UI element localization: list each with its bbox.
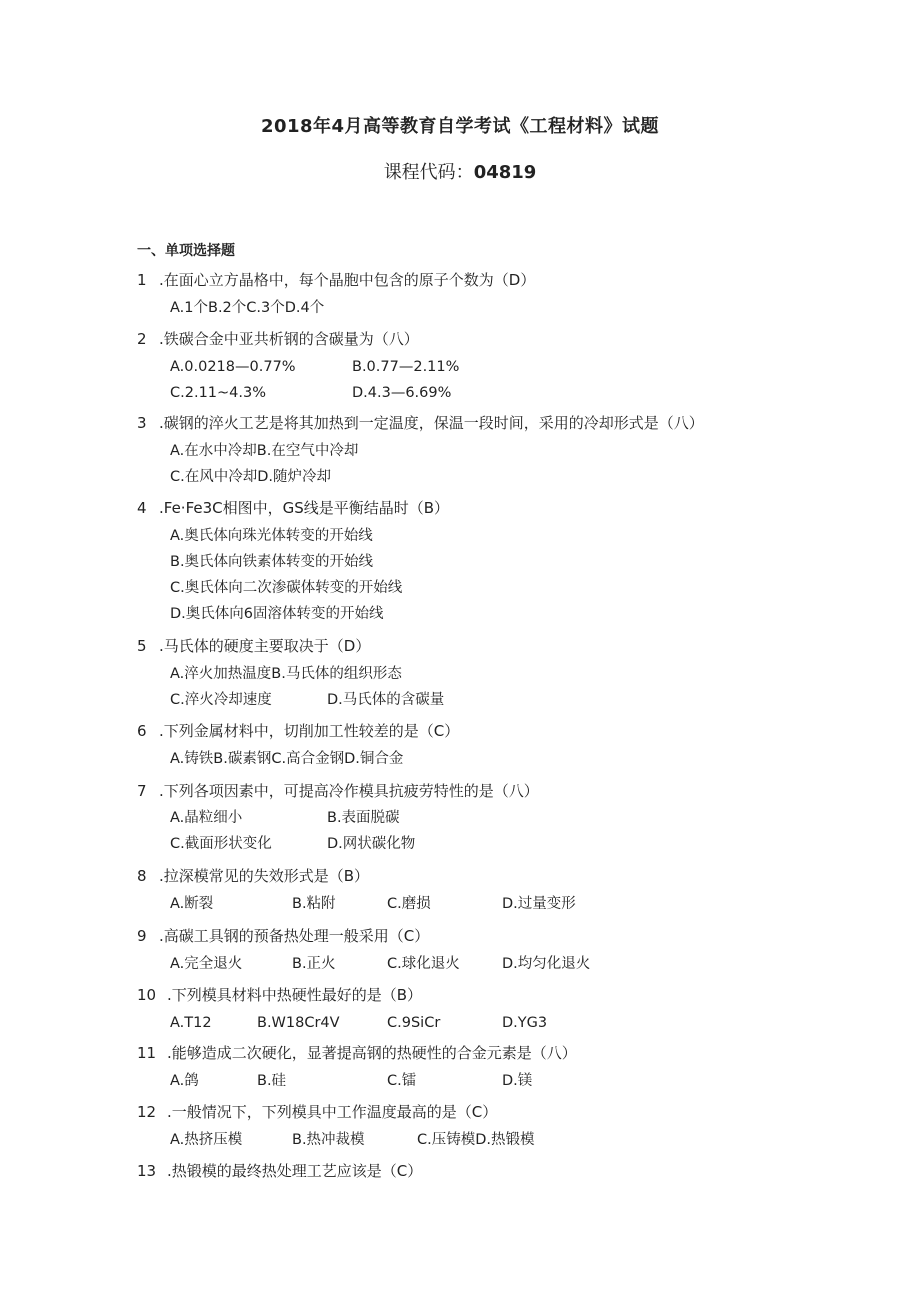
question-text: .碳钢的淬火工艺是将其加热到一定温度，保温一段时间，采用的冷却形式是（八） [159, 414, 704, 432]
question-number: 12 [137, 1103, 157, 1121]
question-number: 6 [137, 722, 147, 740]
option-c: C.球化退火 [387, 956, 460, 972]
option-b: B.热冲裁模 [292, 1132, 365, 1148]
question-12 [137, 1102, 497, 1122]
option-a: A.断裂 [170, 896, 214, 912]
option-d: D.马氏体的含碳量 [327, 692, 445, 708]
option-c: C.淬火冷却速度 [170, 692, 272, 708]
question-number: 7 [137, 782, 147, 800]
option-c: C.奥氏体向二次渗碳体转变的开始线 [170, 580, 403, 596]
option-d: D.均匀化退火 [502, 956, 591, 972]
question-text: .下列各项因素中，可提高冷作模具抗疲劳特性的是（八） [159, 782, 539, 800]
option-a: A.奥氏体向珠光体转变的开始线 [170, 528, 373, 544]
question-number: 2 [137, 330, 147, 348]
question-text: .一般情况下，下列模具中工作温度最高的是（C） [167, 1103, 498, 1121]
option-line: A.1个B.2个C.3个D.4个 [170, 300, 325, 316]
option-d: D.过量变形 [502, 896, 576, 912]
option-d: D.4.3—6.69% [352, 385, 452, 401]
question-text: .热锻模的最终热处理工艺应该是（C） [167, 1162, 423, 1180]
option-b: B.W18Cr4V [257, 1015, 340, 1031]
question-13 [137, 1161, 422, 1181]
option-c: C.镭 [387, 1073, 417, 1089]
question-text: .下列金属材料中，切削加工性较差的是（C） [159, 722, 460, 740]
option-c: C.9SiCr [387, 1015, 441, 1031]
question-text: .在面心立方晶格中，每个晶胞中包含的原子个数为（D） [159, 271, 536, 289]
question-5 [137, 636, 370, 656]
option-b: B.奥氏体向铁素体转变的开始线 [170, 554, 374, 570]
question-10 [137, 985, 422, 1005]
question-number: 4 [137, 499, 147, 517]
question-text: .下列模具材料中热硬性最好的是（B） [167, 986, 423, 1004]
question-number: 11 [137, 1044, 157, 1062]
option-d: D.镁 [502, 1073, 533, 1089]
question-text: .拉深模常见的失效形式是（B） [159, 867, 370, 885]
question-8 [137, 866, 369, 886]
question-text: .铁碳合金中亚共析钢的含碳量为（八） [159, 330, 419, 348]
course-code-value: 04819 [473, 162, 537, 183]
question-3 [137, 413, 704, 433]
question-1 [137, 270, 535, 290]
option-line: A.铸铁B.碳素钢C.高合金钢D.铜合金 [170, 751, 404, 767]
question-number: 13 [137, 1162, 157, 1180]
option-a: A.T12 [170, 1015, 212, 1031]
question-text: .能够造成二次硬化，显著提高钢的热硬性的合金元素是（八） [167, 1044, 577, 1062]
option-c: C.2.11~4.3% [170, 385, 267, 401]
option-d: D.奥氏体向6固溶体转变的开始线 [170, 606, 384, 622]
option-a: A.热挤压模 [170, 1132, 243, 1148]
option-a: A.0.0218—0.77% [170, 359, 296, 375]
exam-title: 2018年4月高等教育自学考试《工程材料》试题 [260, 116, 660, 137]
option-b: B.粘附 [292, 896, 336, 912]
option-b: B.0.77—2.11% [352, 359, 460, 375]
question-7 [137, 781, 539, 801]
option-c: C.磨损 [387, 896, 431, 912]
section-title: 一、单项选择题 [137, 243, 235, 259]
question-number: 8 [137, 867, 147, 885]
option-d: D.网状碳化物 [327, 836, 416, 852]
option-a: A.晶粒细小 [170, 810, 243, 826]
question-number: 10 [137, 986, 157, 1004]
question-number: 9 [137, 927, 147, 945]
option-c: C.压铸模D.热锻模 [417, 1132, 535, 1148]
option-b: B.正火 [292, 956, 336, 972]
question-text: .Fe·Fe3C相图中，GS线是平衡结晶时（B） [159, 499, 450, 517]
question-11 [137, 1043, 577, 1063]
option-a: A.鸽 [170, 1073, 199, 1089]
option-line: C.在风中冷却D.随炉冷却 [170, 469, 332, 485]
course-code [0, 158, 920, 184]
question-6 [137, 721, 459, 741]
option-line: A.在水中冷却B.在空气中冷却 [170, 443, 359, 459]
option-line: A.淬火加热温度B.马氏体的组织形态 [170, 666, 402, 682]
option-d: D.YG3 [502, 1015, 548, 1031]
option-b: B.表面脱碳 [327, 810, 400, 826]
course-code-label: 课程代码： [383, 162, 474, 183]
question-number: 1 [137, 271, 147, 289]
question-9 [137, 926, 429, 946]
question-text: .马氏体的硬度主要取决于（D） [159, 637, 371, 655]
question-number: 5 [137, 637, 147, 655]
question-2 [137, 329, 419, 349]
question-number: 3 [137, 414, 147, 432]
question-text: .高碳工具钢的预备热处理一般采用（C） [159, 927, 430, 945]
option-c: C.截面形状变化 [170, 836, 272, 852]
option-b: B.硅 [257, 1073, 287, 1089]
question-4 [137, 498, 449, 518]
option-a: A.完全退火 [170, 956, 243, 972]
